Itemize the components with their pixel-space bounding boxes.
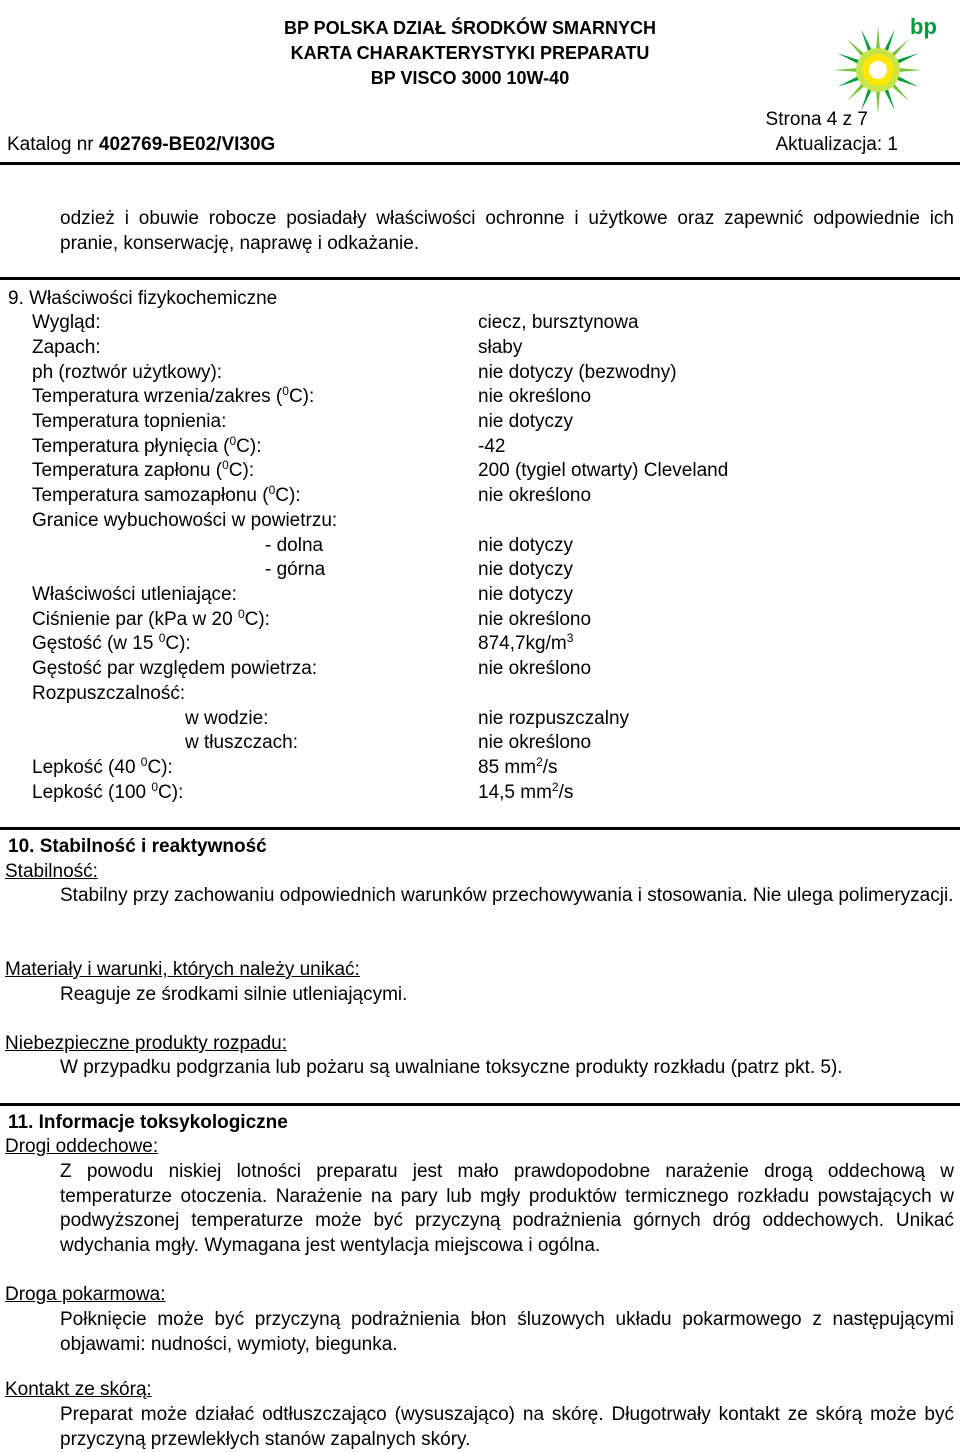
property-label: Lepkość (100 $^0$C):	[32, 780, 184, 803]
property-label: Rozpuszczalność:	[32, 683, 186, 704]
stability-label: Stabilność:	[5, 861, 98, 882]
section-rule	[0, 1103, 960, 1106]
property-value: -42	[478, 436, 506, 457]
property-value: 85 $mm^2/s$	[478, 755, 558, 778]
respiratory-label: Drogi oddechowe:	[5, 1136, 159, 1157]
property-label: - dolna	[265, 535, 324, 556]
property-value: nie określono	[478, 386, 592, 407]
property-label: Temperatura samozapłonu ($^0$C):	[32, 483, 301, 506]
document-type: KARTA CHARAKTERYSTYKI PREPARATU	[290, 43, 650, 63]
update-number: Aktualizacja: 1	[775, 134, 898, 155]
stability-text: Stabilny przy zachowaniu odpowiednich warunków przechowywania i stosowania. Nie ulega polimeryzacji.	[60, 885, 954, 906]
property-label: Temperatura płynięcia ($^0$C):	[32, 434, 262, 457]
property-label: Gęstość par względem powietrza:	[32, 658, 318, 679]
document-header	[190, 16, 750, 91]
property-value: $874,7kg/m^3$	[478, 631, 574, 654]
property-value: nie określono	[478, 485, 592, 506]
property-label: Wygląd:	[32, 312, 101, 333]
page-number: Strona 4 z 7	[765, 109, 868, 130]
property-value: nie rozpuszczalny	[478, 708, 630, 729]
property-label: Temperatura wrzenia/zakres ($^0$C):	[32, 384, 315, 407]
avoid-text: Reaguje ze środkami silnie utleniającymi.	[60, 984, 408, 1005]
property-value: nie dotyczy	[478, 411, 574, 432]
property-value: słaby	[478, 337, 523, 358]
property-value: nie określono	[478, 609, 592, 630]
property-label: Granice wybuchowości w powietrzu:	[32, 510, 338, 531]
property-label: - górna	[265, 559, 326, 580]
property-label: Gęstość (w 15 $^0$C):	[32, 631, 191, 654]
property-label: w tłuszczach:	[185, 732, 298, 753]
section-rule	[0, 277, 960, 280]
property-label: Temperatura topnienia:	[32, 411, 227, 432]
property-value: nie określono	[478, 732, 592, 753]
property-value: nie określono	[478, 658, 592, 679]
property-label: Właściwości utleniające:	[32, 584, 237, 605]
property-value: 14,5 $mm^2/s$	[478, 780, 574, 803]
property-value: nie dotyczy (bezwodny)	[478, 362, 677, 383]
oral-label: Droga pokarmowa:	[5, 1284, 166, 1305]
bp-logo-text: bp	[910, 14, 937, 39]
property-value: nie dotyczy	[478, 535, 574, 556]
section-rule	[0, 827, 960, 830]
property-label: ph (roztwór użytkowy):	[32, 362, 223, 383]
intro-paragraph: odzież i obuwie robocze posiadały właściwości ochronne i użytkowe oraz zapewnić odpowiednie ich pranie, konserwację, naprawę i odkażanie.	[60, 208, 954, 254]
property-value: 200 (tygiel otwarty) Cleveland	[478, 460, 729, 481]
header-rule	[0, 162, 960, 165]
section-11-title: 11. Informacje toksykologiczne	[8, 1112, 288, 1133]
section-10-title: 10. Stabilność i reaktywność	[8, 836, 267, 857]
decomposition-text: W przypadku podgrzania lub pożaru są uwalniane toksyczne produkty rozkładu (patrz pkt. 5).	[60, 1057, 843, 1078]
avoid-label: Materiały i warunki, których należy unikać:	[5, 959, 360, 980]
property-value: nie dotyczy	[478, 584, 574, 605]
decomposition-label: Niebezpieczne produkty rozpadu:	[5, 1033, 288, 1054]
property-label: Temperatura zapłonu ($^0$C):	[32, 458, 255, 481]
company-name: BP POLSKA DZIAŁ ŚRODKÓW SMARNYCH	[283, 18, 656, 38]
property-label: Lepkość (40 $^0$C):	[32, 755, 173, 778]
property-value: nie dotyczy	[478, 559, 574, 580]
skin-text: Preparat może działać odtłuszczająco (wysuszająco) na skórę. Długotrwały kontakt ze skórą może być przyczyną przewlekłych stanów zapalnych skóry.	[60, 1404, 954, 1450]
catalog-number: Katalog nr 402769-BE02/VI30G	[7, 134, 276, 155]
skin-label: Kontakt ze skórą:	[5, 1379, 152, 1400]
property-label: Ciśnienie par (kPa w 20 $^0$C):	[32, 607, 270, 630]
property-label: Zapach:	[32, 337, 101, 358]
property-value: ciecz, bursztynowa	[478, 312, 639, 333]
respiratory-text: Z powodu niskiej lotności preparatu jest mało prawdopodobne narażenie drogą oddechową w temperaturze otoczenia. Narażenie na pary lub mgły produktów termicznego rozkładu powstających w podwyższonej temperaturze może być przyczyną podrażnienia górnych dróg oddechowych. Unikać wdychania mgły. Wymagana jest wentylacja miejscowa i ogólna.	[60, 1161, 954, 1256]
oral-text: Połknięcie może być przyczyną podrażnienia błon śluzowych układu pokarmowego z następującymi objawami: nudności, wymioty, biegunka.	[60, 1309, 954, 1355]
property-label: w wodzie:	[185, 708, 269, 729]
product-name: BP VISCO 3000 10W-40	[370, 68, 570, 88]
bp-helios-logo-icon	[832, 12, 942, 112]
section-9-title: 9. Właściwości fizykochemiczne	[8, 288, 278, 309]
